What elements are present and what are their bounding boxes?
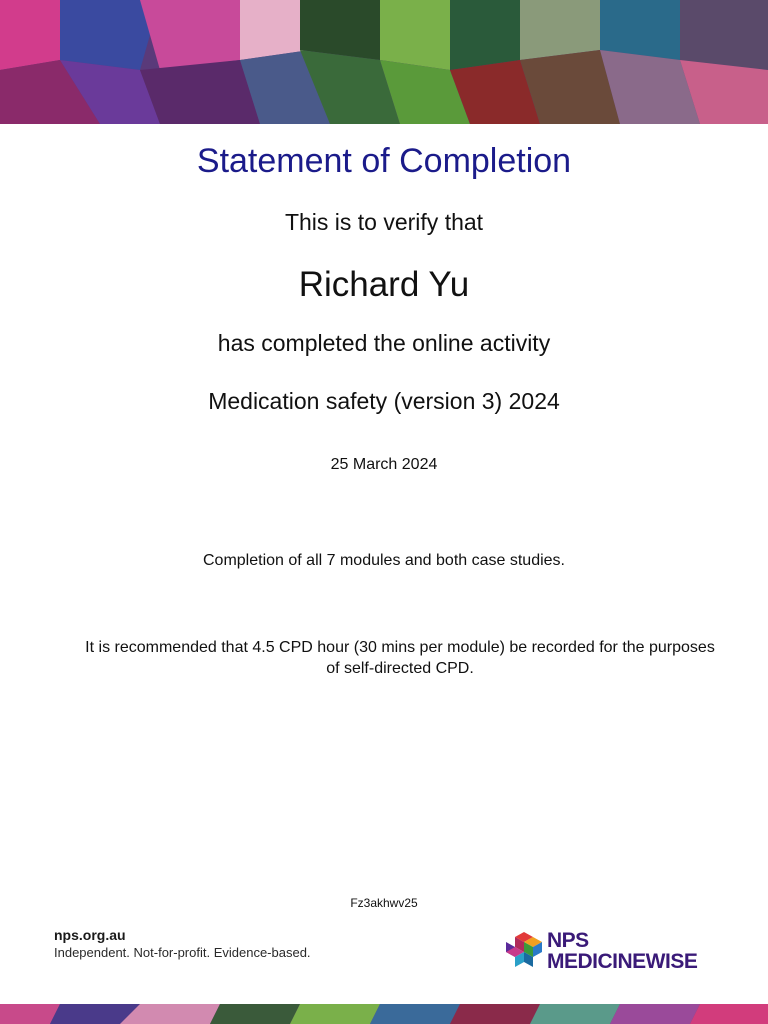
geometric-footer-strip-icon	[0, 1004, 768, 1024]
verification-code: Fz3akhwv25	[350, 896, 418, 910]
logo-line-1: NPS	[547, 929, 589, 952]
logo-line-2: MEDICINEWISE	[547, 950, 698, 973]
completed-line: has completed the online activity	[217, 330, 551, 356]
cpd-note: It is recommended that 4.5 CPD hour (30 mins per module) be recorded for the purposes of self-directed CPD.	[85, 639, 715, 677]
nps-cube-logo-icon	[505, 930, 543, 970]
geometric-hexagon-banner-icon	[0, 0, 768, 124]
completion-date: 25 March 2024	[330, 456, 438, 473]
tagline: Independent. Not-for-profit. Evidence-based.	[54, 945, 311, 960]
nps-medicinewise-logo	[505, 928, 720, 974]
verify-line: This is to verify that	[284, 209, 484, 235]
website-link[interactable]: nps.org.au	[54, 927, 126, 943]
logo-wordmark	[547, 930, 697, 972]
recipient-name: Richard Yu	[298, 265, 470, 304]
activity-name: Medication safety (version 3) 2024	[208, 388, 560, 414]
certificate-title: Statement of Completion	[196, 142, 572, 180]
header-banner	[0, 0, 768, 124]
footer-banner	[0, 1004, 768, 1024]
modules-note: Completion of all 7 modules and both case studies.	[203, 552, 565, 569]
